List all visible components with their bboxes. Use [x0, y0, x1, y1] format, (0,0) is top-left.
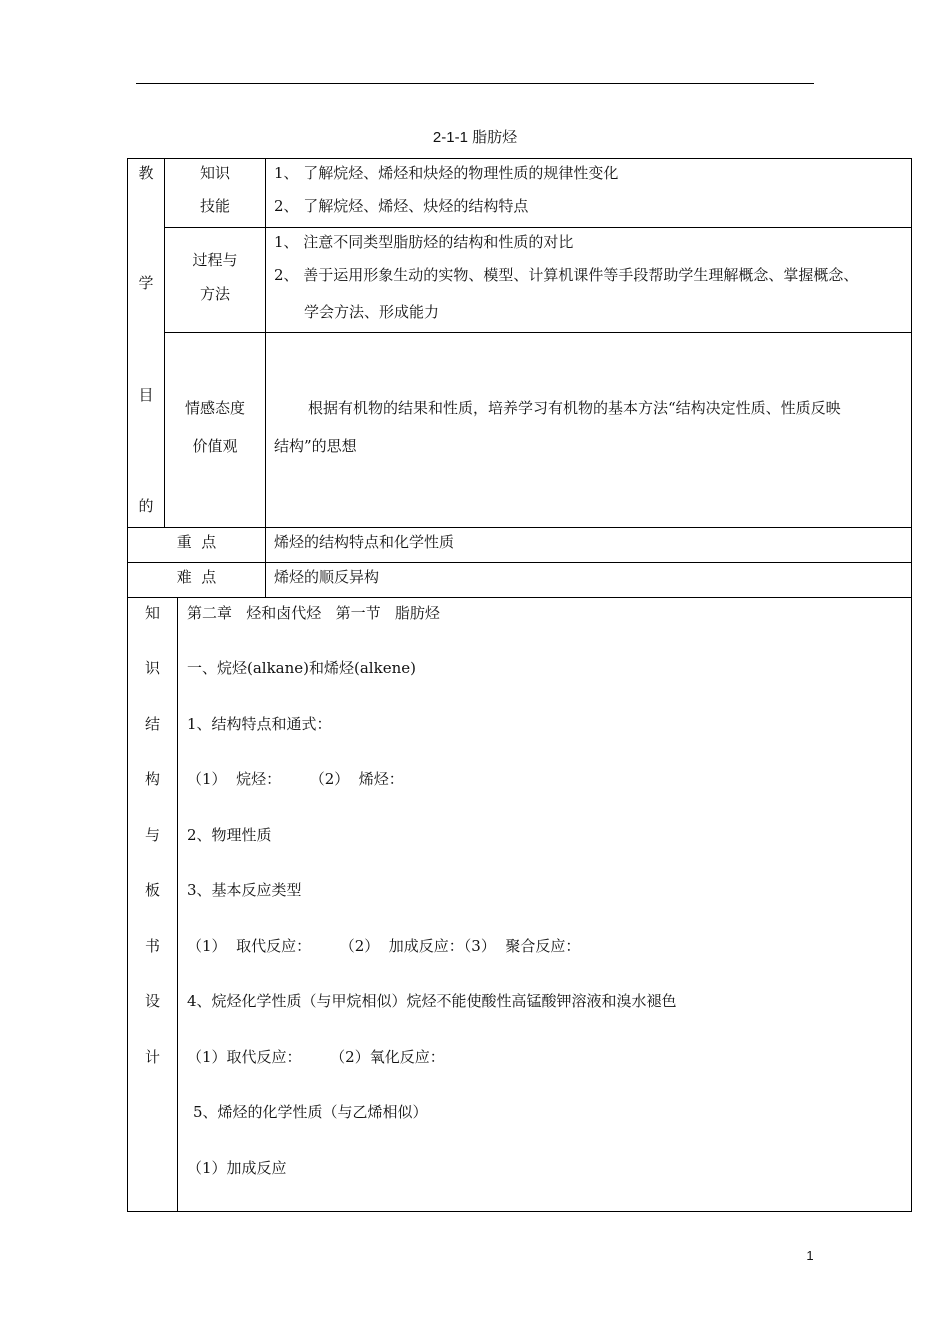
emotion-text: 结构”的思想 — [274, 437, 357, 455]
board-line: （1） 烷烃： （2） 烯烃： — [187, 770, 404, 788]
board-side-char: 结 — [144, 715, 160, 733]
board-line: （1）取代反应： （2）氧化反应： — [187, 1048, 445, 1066]
process-item: 1、 注意不同类型脂肪烃的结构和性质的对比 — [274, 233, 574, 251]
goals-side-char: 目 — [138, 386, 154, 404]
process-item: 2、 善于运用形象生动的实物、模型、计算机课件等手段帮助学生理解概念、掌握概念、 — [274, 266, 859, 284]
key-point-value: 烯烃的结构特点和化学性质 — [274, 533, 455, 551]
process-label-line: 方法 — [199, 285, 230, 303]
header-rule — [136, 83, 814, 84]
board-side-char: 计 — [144, 1048, 160, 1066]
key-point-label: 重 点 — [176, 533, 217, 551]
emotion-text: 根据有机物的结果和性质，培养学习有机物的基本方法“结构决定性质、性质反映 — [308, 399, 841, 417]
process-item: 学会方法、形成能力 — [304, 303, 440, 321]
board-line: 4、烷烃化学性质（与甲烷相似）烷烃不能使酸性高锰酸钾溶液和溴水褪色 — [187, 992, 677, 1010]
board-side-char: 构 — [144, 770, 160, 788]
emotion-label-line: 价值观 — [192, 437, 238, 455]
knowledge-item: 1、 了解烷烃、烯烃和炔烃的物理性质的规律性变化 — [274, 164, 619, 182]
board-side-char: 识 — [144, 659, 160, 677]
goals-side-char: 教 — [138, 164, 154, 182]
board-side-char: 板 — [144, 881, 160, 899]
knowledge-label-line: 技能 — [199, 197, 230, 215]
board-line: 一、烷烃(alkane)和烯烃(alkene) — [187, 659, 416, 677]
emotion-label-line: 情感态度 — [184, 399, 245, 417]
board-side-char: 书 — [144, 937, 160, 955]
board-side-char: 与 — [144, 826, 160, 844]
board-line: 2、物理性质 — [187, 826, 272, 844]
page-title: 2-1-1 脂肪烃 — [432, 129, 518, 146]
board-line: 3、基本反应类型 — [187, 881, 302, 899]
page-number: 1 — [806, 1248, 814, 1263]
board-side-char: 设 — [144, 992, 160, 1010]
board-line: 第二章 烃和卤代烃 第一节 脂肪烃 — [187, 604, 440, 622]
board-line: 5、烯烃的化学性质（与乙烯相似） — [193, 1103, 428, 1121]
difficult-point-value: 烯烃的顺反异构 — [274, 568, 380, 586]
goals-side-char: 的 — [138, 497, 154, 515]
knowledge-label-line: 知识 — [199, 164, 230, 182]
process-label-line: 过程与 — [192, 251, 238, 269]
knowledge-item: 2、 了解烷烃、烯烃、炔烃的结构特点 — [274, 197, 529, 215]
goals-side-char: 学 — [138, 274, 154, 292]
board-side-char: 知 — [144, 604, 160, 622]
board-line: （1） 取代反应： （2） 加成反应：（3） 聚合反应： — [187, 937, 581, 955]
board-line: 1、结构特点和通式： — [187, 715, 332, 733]
board-line: （1）加成反应 — [187, 1159, 287, 1177]
difficult-point-label: 难 点 — [176, 568, 217, 586]
